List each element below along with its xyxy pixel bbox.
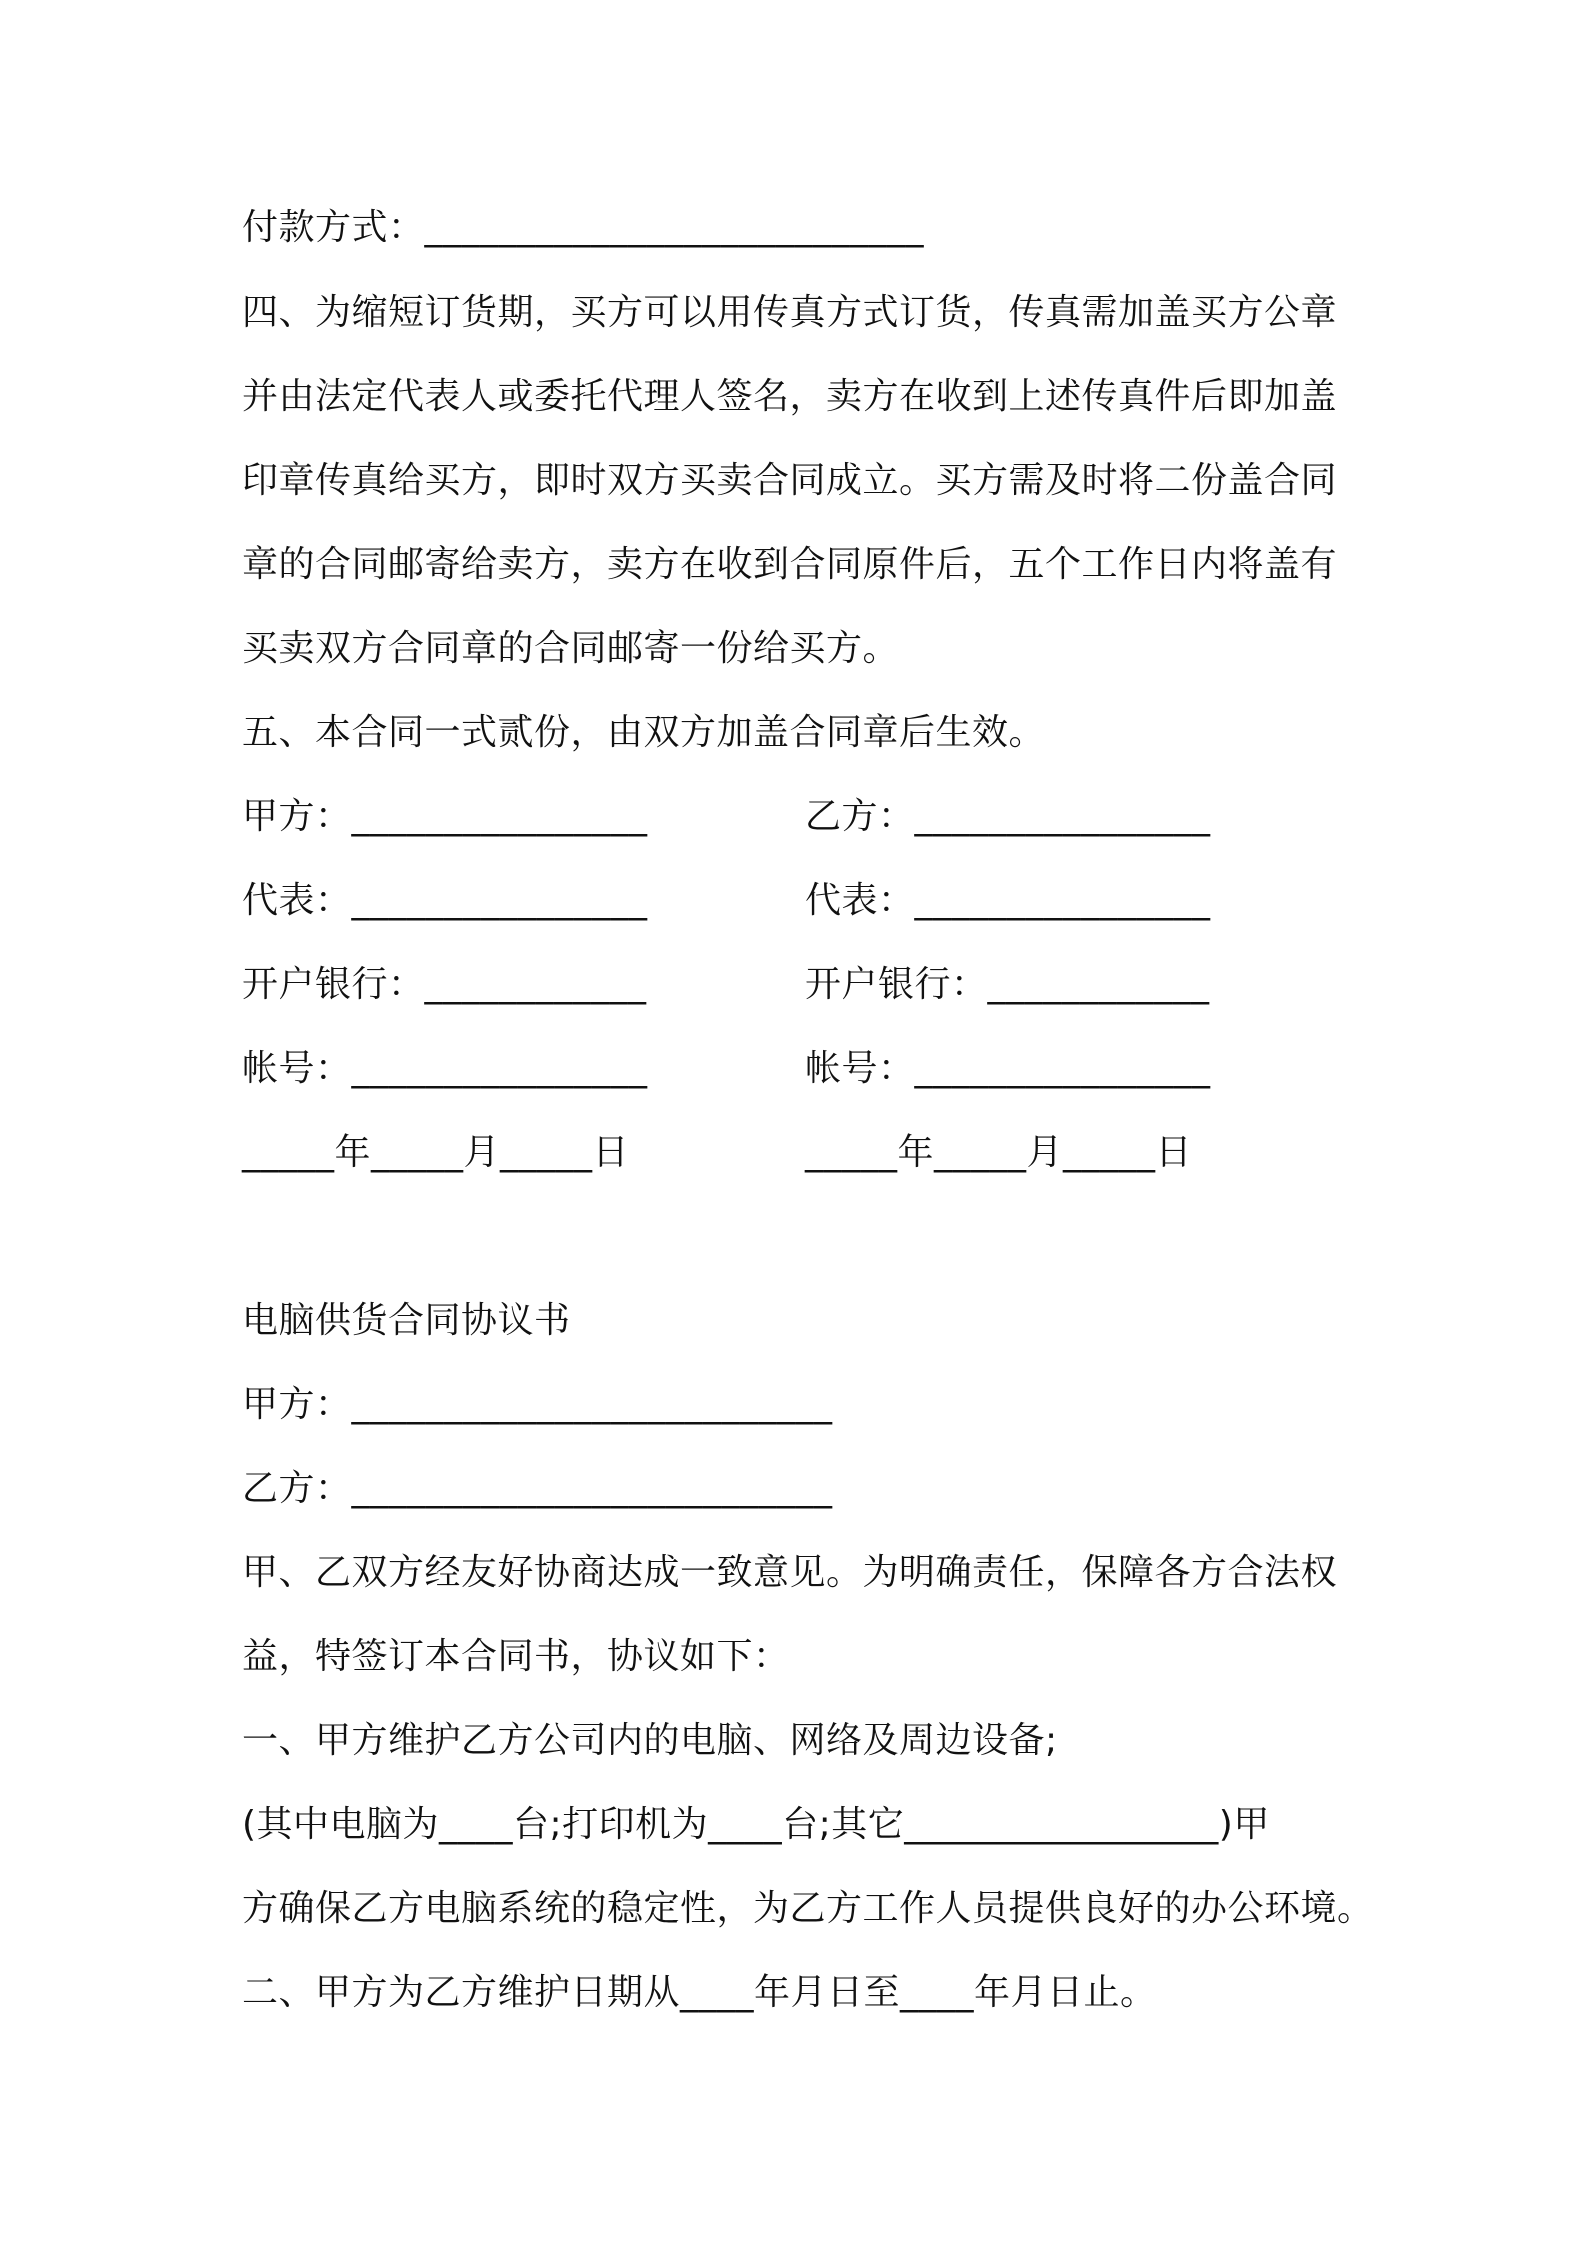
agreement-item2: 二、甲方为乙方维护日期从____年月日至____年月日止。 [242,1972,1157,2013]
party-a-date-field: _____年_____月_____日 [242,1132,630,1173]
party-a-signature-field: 甲方：________________ [242,796,648,837]
clause4-line-4: 章的合同邮寄给卖方，卖方在收到合同原件后，五个工作日内将盖有 [242,544,1338,585]
agreement-intro-line-2: 益，特签订本合同书，协议如下： [242,1636,790,1677]
party-b-signature-field: 乙方：________________ [805,796,1211,837]
agreement-intro-line-1: 甲、乙双方经友好协商达成一致意见。为明确责任，保障各方合法权 [242,1552,1338,1593]
party-a-bank-field: 开户银行：____________ [242,964,647,1005]
party-a-account-field: 帐号：________________ [242,1048,648,1089]
agreement-item1-detail: (其中电脑为____台;打印机为____台;其它_________________)甲 [242,1804,1270,1845]
clause4-line-3: 印章传真给买方，即时双方买卖合同成立。买方需及时将二份盖合同 [242,460,1338,501]
clause5-line: 五、本合同一式贰份，由双方加盖合同章后生效。 [242,712,1046,753]
party-a-representative-field: 代表：________________ [242,880,648,921]
agreement-party-a-field: 甲方：__________________________ [242,1384,833,1425]
agreement-item1: 一、甲方维护乙方公司内的电脑、网络及周边设备; [242,1720,1058,1761]
clause4-line-2: 并由法定代表人或委托代理人签名，卖方在收到上述传真件后即加盖 [242,376,1338,417]
clause4-line-1: 四、为缩短订货期，买方可以用传真方式订货，传真需加盖买方公章 [242,292,1338,333]
payment-method-line: 付款方式：___________________________ [242,207,925,248]
party-b-date-field: _____年_____月_____日 [805,1132,1193,1173]
agreement-item1-continued: 方确保乙方电脑系统的稳定性，为乙方工作人员提供良好的办公环境。 [242,1888,1374,1929]
party-b-representative-field: 代表：________________ [805,880,1211,921]
party-b-account-field: 帐号：________________ [805,1048,1211,1089]
agreement-title: 电脑供货合同协议书 [242,1300,571,1341]
party-b-bank-field: 开户银行：____________ [805,964,1210,1005]
clause4-line-5: 买卖双方合同章的合同邮寄一份给买方。 [242,628,900,669]
agreement-party-b-field: 乙方：__________________________ [242,1468,833,1509]
